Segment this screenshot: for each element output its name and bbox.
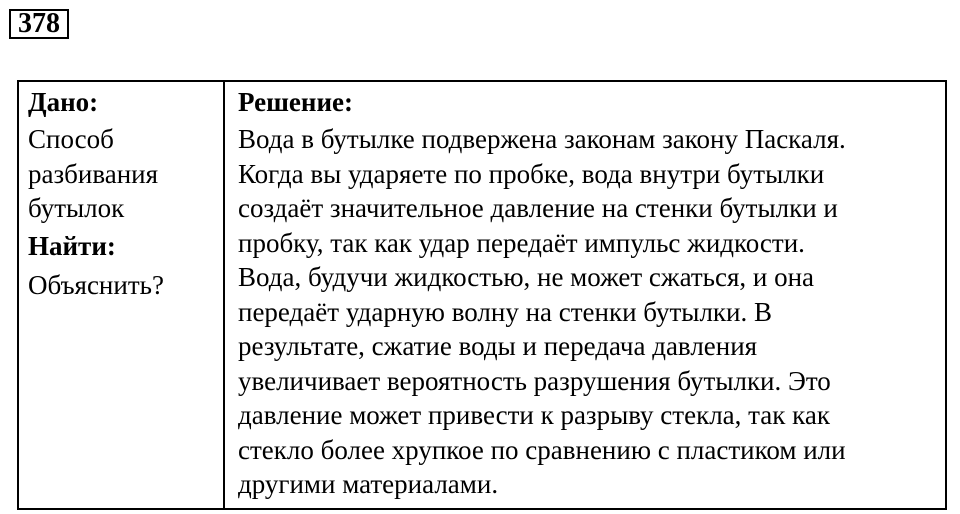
given-line: разбивания — [28, 158, 159, 189]
solution-line: результате, сжатие воды и передача давления — [238, 331, 758, 361]
task-table — [17, 80, 947, 510]
solution-line: передаёт ударную волну на стенки бутылки. В — [238, 296, 773, 327]
solution-line: Когда вы ударяете по пробке, вода внутри бутылки — [238, 158, 825, 189]
solution-text — [238, 122, 939, 502]
solution-line: Вода в бутылке подвержена законам закону Паскаля. — [238, 124, 846, 154]
solution-column — [225, 82, 945, 508]
given-text — [28, 122, 217, 226]
given-column — [19, 82, 225, 508]
find-heading: Найти: — [28, 230, 116, 261]
solution-line: другими материалами. — [238, 469, 499, 499]
problem-number: 378 — [9, 9, 69, 39]
solution-line: пробку, так как удар передаёт импульс жидкости. — [238, 227, 805, 258]
solution-heading: Решение: — [238, 87, 353, 117]
given-line: бутылок — [28, 193, 125, 223]
given-line: Способ — [28, 124, 114, 154]
find-text: Объяснить? — [28, 269, 164, 300]
solution-line: увеличивает вероятность разрушения бутылки. Это — [238, 365, 831, 396]
solution-line: стекло более хрупкое по сравнению с пластиком или — [238, 434, 846, 465]
solution-line: Вода, будучи жидкостью, не может сжаться, и она — [238, 262, 815, 292]
given-heading: Дано: — [28, 87, 99, 117]
solution-line: создаёт значительное давление на стенки бутылки и — [238, 193, 838, 223]
solution-line: давление может привести к разрыву стекла, так как — [238, 400, 830, 430]
